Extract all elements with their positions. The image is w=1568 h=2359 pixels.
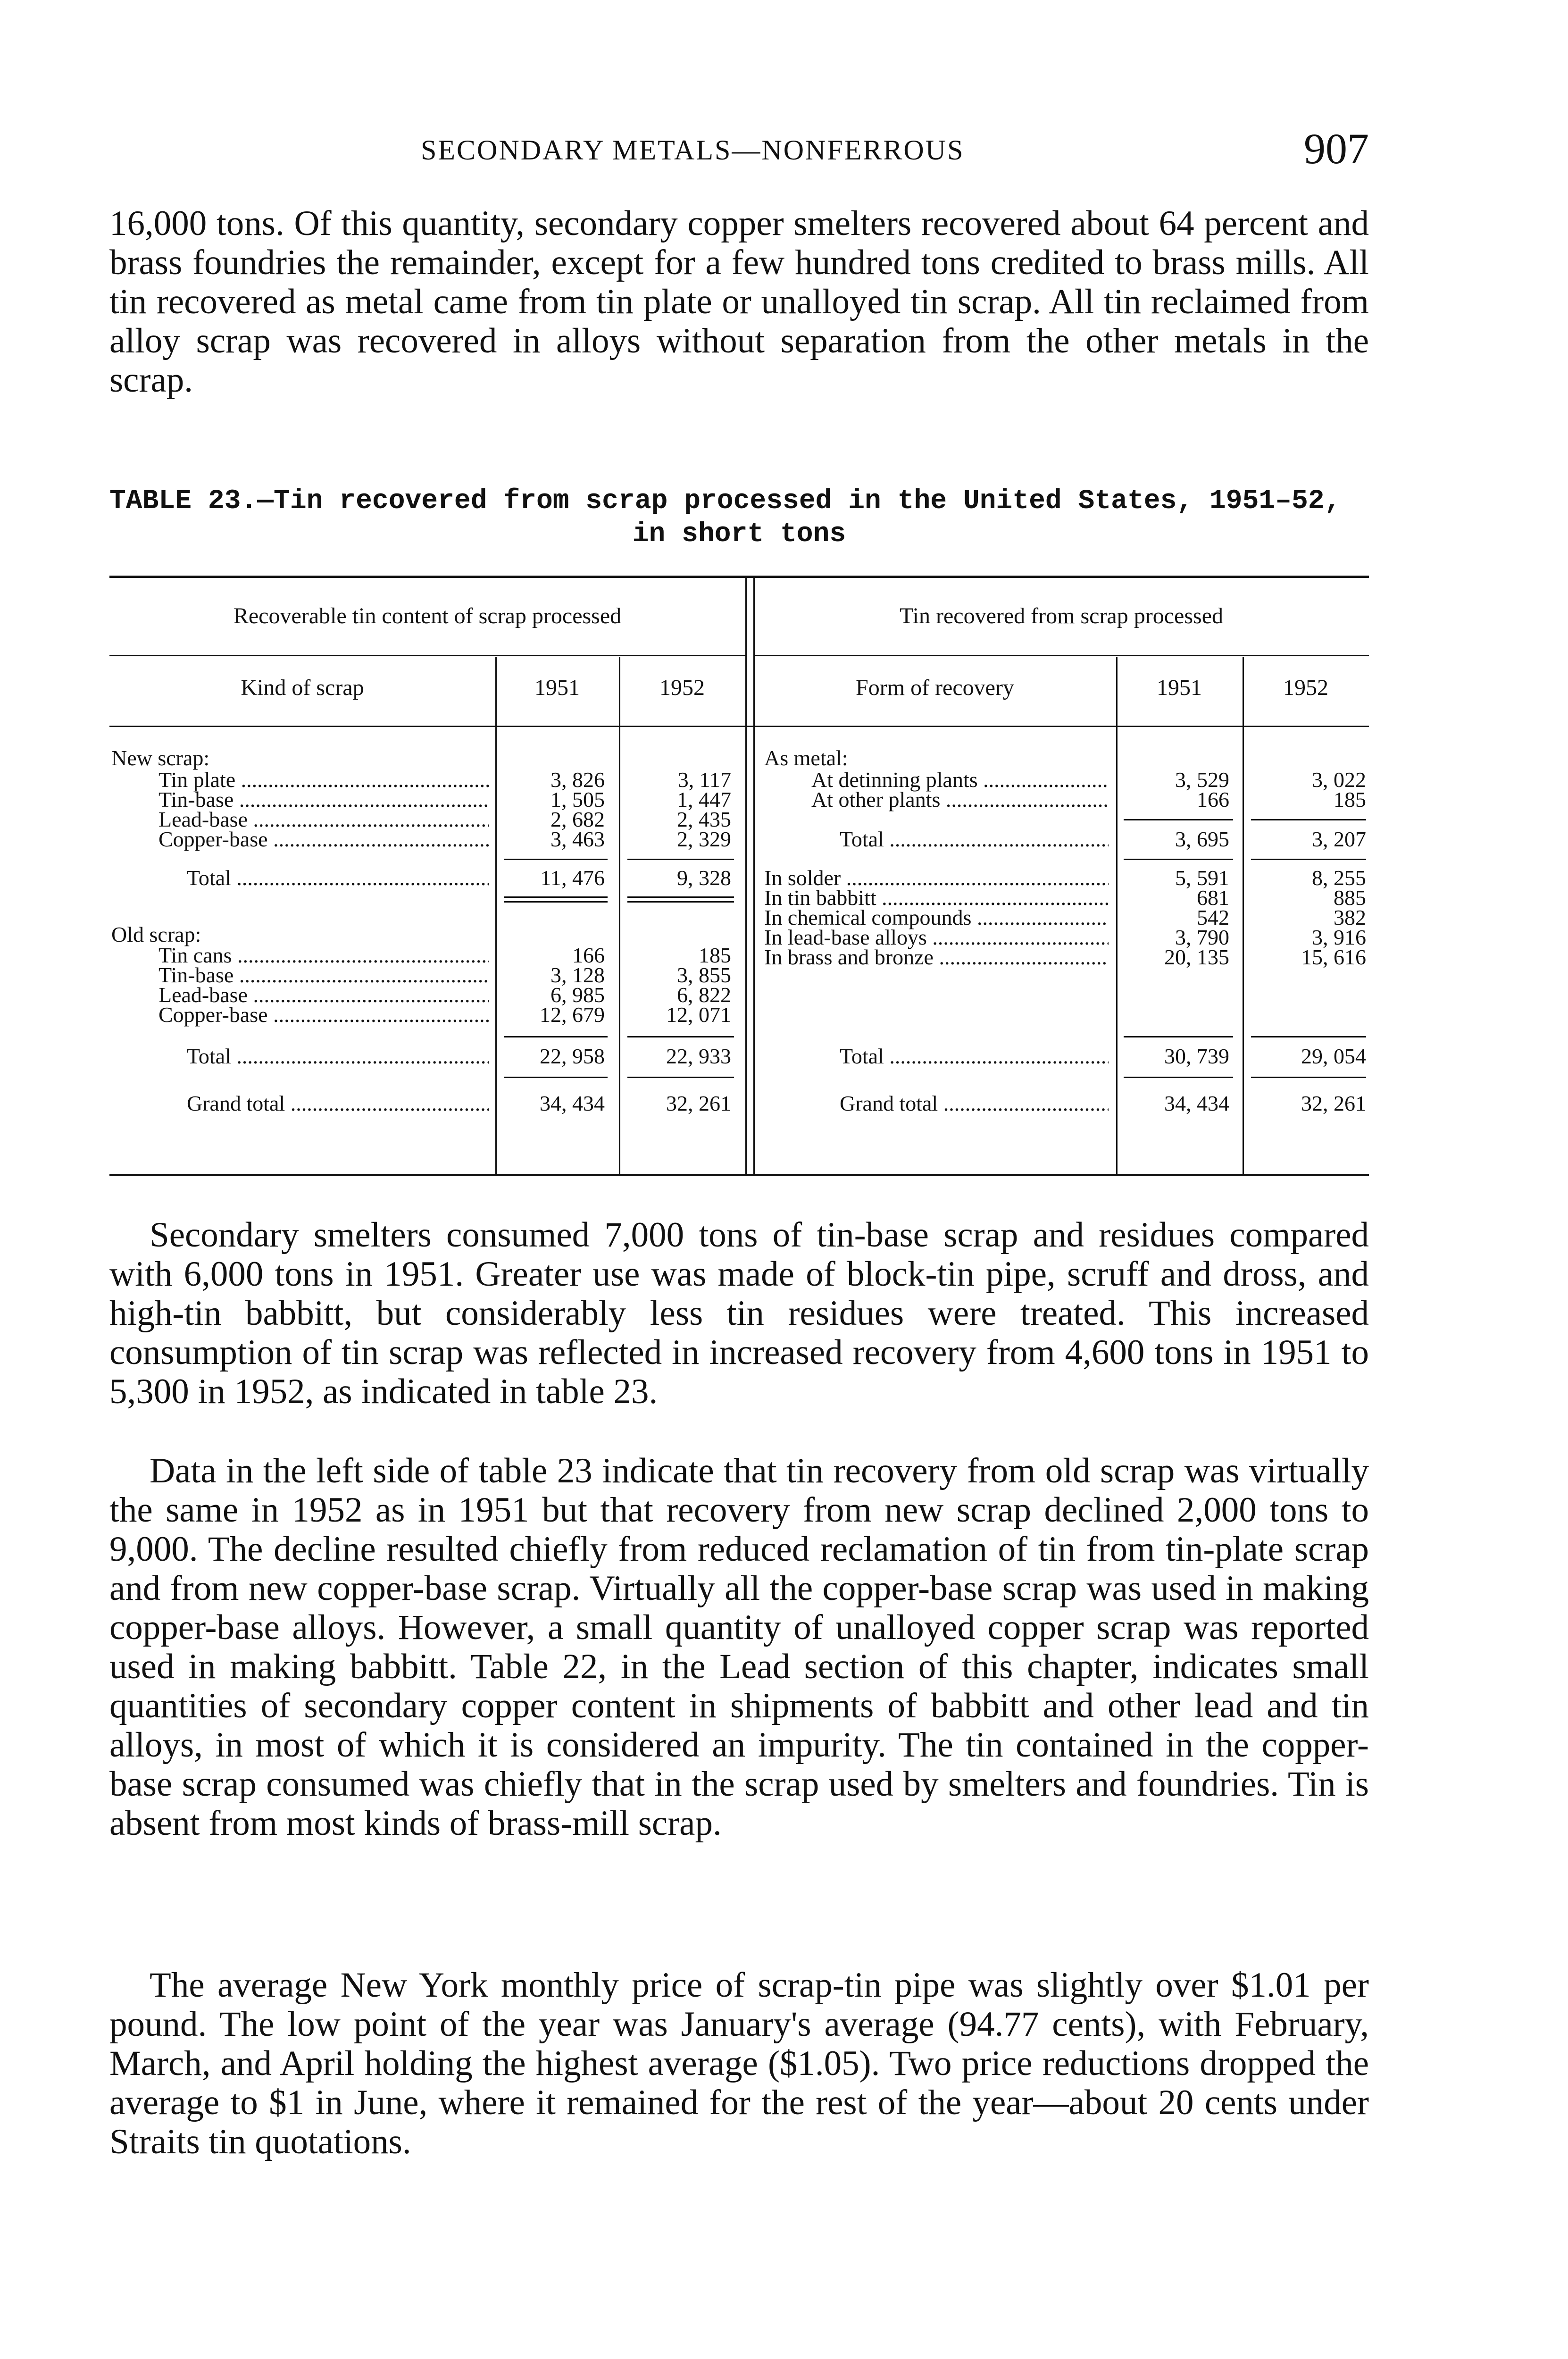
paragraph-table-data: Data in the left side of table 23 indicate that tin recovery from old scrap was virtually the same in 1952 as in 1951 but that recovery from new scrap declined 2,000 tons to 9,000. The decline resulted chiefly from reduced reclamation of tin from tin-plate scrap and from new copper-base scrap. Virtually all the copper-base scrap was used in making copper-base alloys. However, a small quantity of unalloyed copper scrap was reported used in making babbitt. Table 22, in the Lead section of this chapter, indicates small quantities of secondary copper content in shipments of babbitt and other lead and tin alloys, in most of which it is considered an impurity. The tin contained in the copper-base scrap consumed was chiefly that in the scrap used by smelters and foundries. Tin is absent from most kinds of brass-mill scrap. — [109, 1451, 1369, 1843]
running-head — [109, 124, 1369, 171]
paragraph-secondary-smelters: Secondary smelters consumed 7,000 tons of tin-base scrap and residues compared with 6,000 tons in 1951. Greater use was made of block-tin pipe, scruff and dross, and high-tin babbitt, but considerably less tin residues were treated. This increased consumption of tin scrap was reflected in increased recovery from 4,600 tons in 1951 to 5,300 in 1952, as indicated in table 23. — [109, 1215, 1369, 1411]
table-row-label: Total ..... — [840, 1045, 1109, 1068]
total-double-rule — [504, 901, 608, 903]
table-cell: 3, 463 — [550, 827, 605, 851]
table-row-label: Lead-base ..... — [158, 983, 489, 1007]
table-row-label: Grand total ..... — [187, 1092, 489, 1115]
table-row-label: Tin-base ..... — [158, 788, 489, 811]
table-cell: 8, 255 — [1312, 866, 1366, 890]
table-cell: 2, 329 — [677, 827, 731, 851]
table-row-label: In chemical compounds ..... — [764, 906, 1109, 929]
header-bottom-rule — [109, 726, 1369, 727]
table-bottom-rule — [109, 1174, 1369, 1176]
table-row-label: Total ..... — [187, 866, 489, 890]
subtotal-rule — [1124, 1077, 1233, 1078]
table-caption — [109, 485, 1369, 551]
col-header-kind-of-scrap: Kind of scrap — [241, 675, 364, 700]
table-cell: 382 — [1334, 905, 1366, 929]
table-cell: 3, 529 — [1175, 768, 1229, 792]
col-header-1952: 1952 — [1283, 675, 1328, 700]
table-cell: 34, 434 — [540, 1091, 605, 1115]
table-cell: 3, 855 — [677, 963, 731, 987]
paragraph-continuation: 16,000 tons. Of this quantity, secondary copper smelters recovered about 64 percent and brass foundries the remainder, except for a few hundred tons credited to brass mills. All tin recovered as metal came from tin plate or unalloyed tin scrap. All tin reclaimed from alloy scrap was recovered in alloys without separation from the other metals in the scrap. — [109, 204, 1369, 400]
table-cell: 166 — [1197, 787, 1229, 811]
table-cell: 6, 822 — [677, 983, 731, 1007]
col-header-1951: 1951 — [534, 675, 580, 700]
table-cell: 5, 591 — [1175, 866, 1229, 890]
table-cell: 9, 328 — [677, 866, 731, 890]
table-row-label: In tin babbitt ..... — [764, 886, 1109, 910]
table-cell: 542 — [1197, 905, 1229, 929]
table-cell: 11, 476 — [540, 866, 605, 890]
total-double-rule — [627, 901, 734, 903]
col-header-1951: 1951 — [1157, 675, 1202, 700]
table-row-label: Old scrap: — [111, 923, 201, 946]
table-row-label: In solder ..... — [764, 866, 1109, 890]
table-cell: 166 — [572, 943, 605, 967]
table-cell: 20, 135 — [1164, 945, 1229, 969]
table-cell: 15, 616 — [1301, 945, 1366, 969]
table-cell: 1, 447 — [677, 787, 731, 811]
right-section-header: Tin recovered from scrap processed — [900, 603, 1223, 628]
table-cell: 185 — [1334, 787, 1366, 811]
table-23 — [109, 576, 1369, 1176]
table-cell: 885 — [1334, 886, 1366, 910]
total-double-rule — [627, 896, 734, 898]
table-row-label: Tin cans ..... — [158, 944, 489, 967]
table-row-label: As metal: — [764, 746, 848, 770]
table-row-label: Tin plate ..... — [158, 768, 489, 792]
total-double-rule — [504, 896, 608, 898]
table-cell: 2, 435 — [677, 807, 731, 831]
table-row-label: Tin-base ..... — [158, 963, 489, 987]
table-row-label: Copper-base ..... — [158, 828, 489, 851]
table-cell: 3, 695 — [1175, 827, 1229, 851]
subtotal-rule — [504, 859, 608, 860]
subtotal-rule — [504, 1036, 608, 1037]
table-cell: 2, 682 — [550, 807, 605, 831]
subtotal-rule — [1251, 859, 1366, 860]
left-section-rule — [109, 655, 745, 656]
table-cell: 3, 826 — [550, 768, 605, 792]
table-cell: 3, 916 — [1312, 925, 1366, 949]
table-cell: 22, 933 — [666, 1044, 731, 1068]
table-row-label: New scrap: — [111, 746, 210, 770]
subtotal-rule — [1251, 1036, 1366, 1037]
page-number: 907 — [1304, 125, 1369, 173]
table-row-label: Total ..... — [840, 828, 1109, 851]
table-caption-line-2: in short tons — [632, 519, 846, 550]
table-cell: 3, 117 — [677, 768, 731, 792]
table-row-label: At other plants ..... — [811, 788, 1109, 811]
subtotal-rule — [1124, 859, 1233, 860]
subtotal-rule — [627, 859, 734, 860]
table-cell: 30, 739 — [1164, 1044, 1229, 1068]
table-cell: 12, 071 — [666, 1003, 731, 1027]
table-row-label: In lead-base alloys ..... — [764, 926, 1109, 949]
col-header-1952: 1952 — [659, 675, 705, 700]
table-cell: 6, 985 — [550, 983, 605, 1007]
table-cell: 3, 790 — [1175, 925, 1229, 949]
table-row-label: At detinning plants ..... — [811, 768, 1109, 792]
table-row-label: Copper-base ..... — [158, 1003, 489, 1027]
table-cell: 32, 261 — [1301, 1091, 1366, 1115]
table-cell: 12, 679 — [540, 1003, 605, 1027]
paragraph-price: The average New York monthly price of scrap-tin pipe was slightly over $1.01 per pound. The low point of the year was January's average (94.77 cents), with February, March, and April holding the highest average ($1.05). Two price reductions dropped the average to $1 in June, where it remained for the rest of the year—about 20 cents under Straits tin quotations. — [109, 1966, 1369, 2161]
subtotal-rule — [627, 1077, 734, 1078]
right-section-rule — [754, 655, 1369, 656]
col-header-form-of-recovery: Form of recovery — [856, 675, 1014, 700]
table-cell: 29, 054 — [1301, 1044, 1366, 1068]
table-cell: 185 — [699, 943, 731, 967]
subtotal-rule — [1251, 1077, 1366, 1078]
section-double-divider — [745, 576, 755, 1176]
table-cell: 1, 505 — [550, 787, 605, 811]
left-section-header: Recoverable tin content of scrap processed — [233, 603, 622, 628]
table-row-label: Lead-base ..... — [158, 808, 489, 831]
table-cell: 3, 128 — [550, 963, 605, 987]
subtotal-rule — [1124, 1036, 1233, 1037]
table-row-label: Grand total ..... — [840, 1092, 1109, 1115]
subtotal-rule — [1251, 819, 1366, 820]
table-row-label: Total ..... — [187, 1045, 489, 1068]
table-cell: 3, 207 — [1312, 827, 1366, 851]
table-cell: 22, 958 — [540, 1044, 605, 1068]
running-title: SECONDARY METALS—NONFERROUS — [421, 134, 965, 166]
table-row-label: In brass and bronze ..... — [764, 945, 1109, 969]
table-caption-line-1: TABLE 23.—Tin recovered from scrap processed in the United States, 1951–52, — [109, 486, 1341, 517]
subtotal-rule — [504, 1077, 608, 1078]
table-cell: 3, 022 — [1312, 768, 1366, 792]
table-cell: 32, 261 — [666, 1091, 731, 1115]
subtotal-rule — [1124, 819, 1233, 820]
table-cell: 34, 434 — [1164, 1091, 1229, 1115]
table-top-rule — [109, 576, 1369, 578]
table-cell: 681 — [1197, 886, 1229, 910]
subtotal-rule — [627, 1036, 734, 1037]
